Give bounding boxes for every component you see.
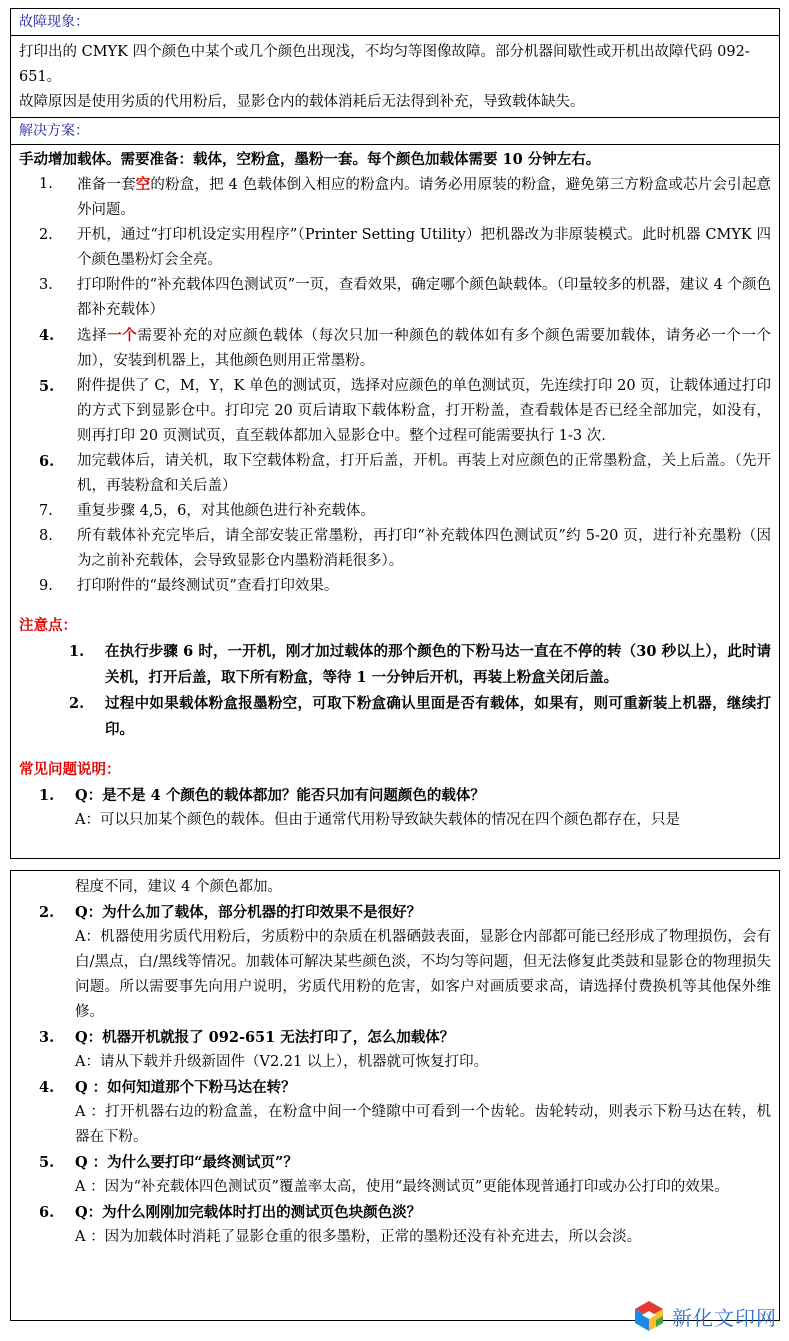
solution-header: 解决方案： bbox=[11, 118, 779, 145]
faq-answer: A ：因为加载体时消耗了显影仓重的很多墨粉，正常的墨粉还没有补充进去，所以会淡。 bbox=[75, 1229, 642, 1245]
faq-question: 6. Q：为什么刚刚加完载体时打出的测试页色块颜色淡？ bbox=[19, 1200, 771, 1225]
step-item: 7. 重复步骤 4,5，6，对其他颜色进行补充载体。 bbox=[19, 499, 771, 524]
faq-answer: A ：因为“补充载体四色测试页”覆盖率太高，使用“最终测试页”更能体现普通打印或办公打印的效果。 bbox=[75, 1179, 729, 1195]
solution-body bbox=[11, 145, 779, 833]
step-item: 3. 打印附件的“补充载体四色测试页”一页，查看效果，确定哪个颜色缺载体。（印量较多的机器，建议 4 个颜色都补充载体） bbox=[19, 273, 771, 323]
note-item: 1. 在执行步骤 6 时，一开机，刚才加过载体的那个颜色的下粉马达一直在不停的转（30 秒以上），此时请关机，打开后盖，取下所有粉盒，等待 1 一分钟后开机，再装上粉盒关闭后盖。 bbox=[19, 639, 771, 691]
step-number: 5. bbox=[39, 378, 55, 395]
faq-question: 3. Q：机器开机就报了 092-651 无法打印了，怎么加载体？ bbox=[19, 1025, 771, 1050]
step-number: 2. bbox=[39, 227, 53, 243]
step-item: 2. 开机，通过“打印机设定实用程序”（Printer Setting Utility）把机器改为非原装模式。此时机器 CMYK 四个颜色墨粉灯会全亮。 bbox=[19, 223, 771, 273]
step-number: 8. bbox=[39, 528, 53, 544]
faq-answer-continued: 程度不同，建议 4 个颜色都加。 bbox=[75, 879, 282, 895]
faq-question: 2. Q：为什么加了载体，部分机器的打印效果不是很好？ bbox=[19, 900, 771, 925]
faq-answer: A：请从下载并升级新固件（V2.21 以上），机器就可恢复打印。 bbox=[75, 1054, 489, 1070]
site-logo-text: 新化文印网 bbox=[672, 1305, 777, 1330]
step-item: 1. 准备一套空的粉盒，把 4 色载体倒入相应的粉盒内。请务必用原装的粉盒，避免第三方粉盒或芯片会引起意外问题。 bbox=[19, 172, 771, 223]
step-number: 9. bbox=[39, 578, 53, 594]
step-number: 3. bbox=[39, 277, 53, 293]
fault-description bbox=[11, 36, 779, 118]
highlight-word: 一个 bbox=[107, 327, 138, 344]
note-number: 2. bbox=[69, 695, 85, 712]
step-list bbox=[19, 172, 771, 599]
faq-number: 6. bbox=[39, 1204, 55, 1221]
faq-question: 4. Q ：如何知道那个下粉马达在转？ bbox=[19, 1075, 771, 1100]
fault-symptom: 打印出的 CMYK 四个颜色中某个或几个颜色出现浅，不均匀等图像故障。部分机器间歇性或开机出故障代码 092-651。 bbox=[19, 44, 750, 85]
site-logo bbox=[632, 1299, 777, 1333]
fault-header: 故障现象： bbox=[11, 9, 779, 36]
highlight-word: 空 bbox=[135, 176, 151, 193]
step-item: 9. 打印附件的“最终测试页”查看打印效果。 bbox=[19, 574, 771, 599]
solution-intro: 手动增加载体。需要准备：载体，空粉盒，墨粉一套。每个颜色加载体需要 10 分钟左右。 bbox=[19, 151, 601, 168]
cube-logo-icon bbox=[632, 1299, 666, 1333]
document-page-1 bbox=[10, 8, 780, 859]
faq-answer: A：机器使用劣质代用粉后，劣质粉中的杂质在机器硒鼓表面，显影仓内部都可能已经形成了物理损伤，会有白/黑点，白/黑线等情况。加载体可解决某些颜色淡，不均匀等问题，但无法修复此类鼓和显影仓的物理损失问题。所以需要事先向用户说明，劣质代用粉的危害，如客户对画质要求高，请选择付费换机等其他保外维修。 bbox=[75, 929, 771, 1020]
faq-number: 5. bbox=[39, 1154, 55, 1171]
note-item: 2. 过程中如果载体粉盒报墨粉空，可取下粉盒确认里面是否有载体，如果有，则可重新装上机器，继续打印。 bbox=[19, 691, 771, 743]
faq-number: 2. bbox=[39, 904, 55, 921]
note-number: 1. bbox=[69, 643, 85, 660]
step-number: 1. bbox=[39, 176, 53, 192]
faq-answer: A ：打开机器右边的粉盒盖，在粉盒中间一个缝隙中可看到一个齿轮。齿轮转动，则表示下粉马达在转，机器在下粉。 bbox=[75, 1104, 771, 1145]
step-item: 5. 附件提供了 C，M，Y，K 单色的测试页，选择对应颜色的单色测试页，先连续打印 20 页，让载体通过打印的方式下到显影仓中。打印完 20 页后请取下载体粉盒，打开粉盖，查看载体是否已经全部加完，如没有，则再打印 20 页测试页，直至载体都加入显影仓中。整个过程可能需要执行 1-3 次. bbox=[19, 374, 771, 449]
faq-question: 1. Q：是不是 4 个颜色的载体都加？能否只加有问题颜色的载体？ bbox=[19, 783, 771, 808]
fault-cause: 故障原因是使用劣质的代用粉后，显影仓内的载体消耗后无法得到补充，导致载体缺失。 bbox=[19, 94, 585, 110]
faq-number: 1. bbox=[39, 787, 55, 804]
faq-question: 5. Q ：为什么要打印“最终测试页”？ bbox=[19, 1150, 771, 1175]
step-number: 6. bbox=[39, 453, 55, 470]
faq-answer: A：可以只加某个颜色的载体。但由于通常代用粉导致缺失载体的情况在四个颜色都存在，只是 bbox=[75, 812, 680, 828]
step-item: 4. 选择一个需要补充的对应颜色载体（每次只加一种颜色的载体如有多个颜色需要加载体，请务必一个一个加），安装到机器上，其他颜色则用正常墨粉。 bbox=[19, 323, 771, 374]
faq-number: 4. bbox=[39, 1079, 55, 1096]
document-page-2 bbox=[10, 870, 780, 1321]
faq-number: 3. bbox=[39, 1029, 55, 1046]
notes-header: 注意点： bbox=[19, 617, 77, 634]
step-number: 7. bbox=[39, 503, 53, 519]
faq-header: 常见问题说明： bbox=[19, 761, 121, 778]
step-number: 4. bbox=[39, 327, 55, 344]
step-item: 8. 所有载体补充完毕后，请全部安装正常墨粉，再打印“补充载体四色测试页”约 5-20 页，进行补充墨粉（因为之前补充载体，会导致显影仓内墨粉消耗很多）。 bbox=[19, 524, 771, 574]
step-item: 6. 加完载体后，请关机，取下空载体粉盒，打开后盖，开机。再装上对应颜色的正常墨粉盒，关上后盖。（先开机，再装粉盒和关后盖） bbox=[19, 449, 771, 499]
